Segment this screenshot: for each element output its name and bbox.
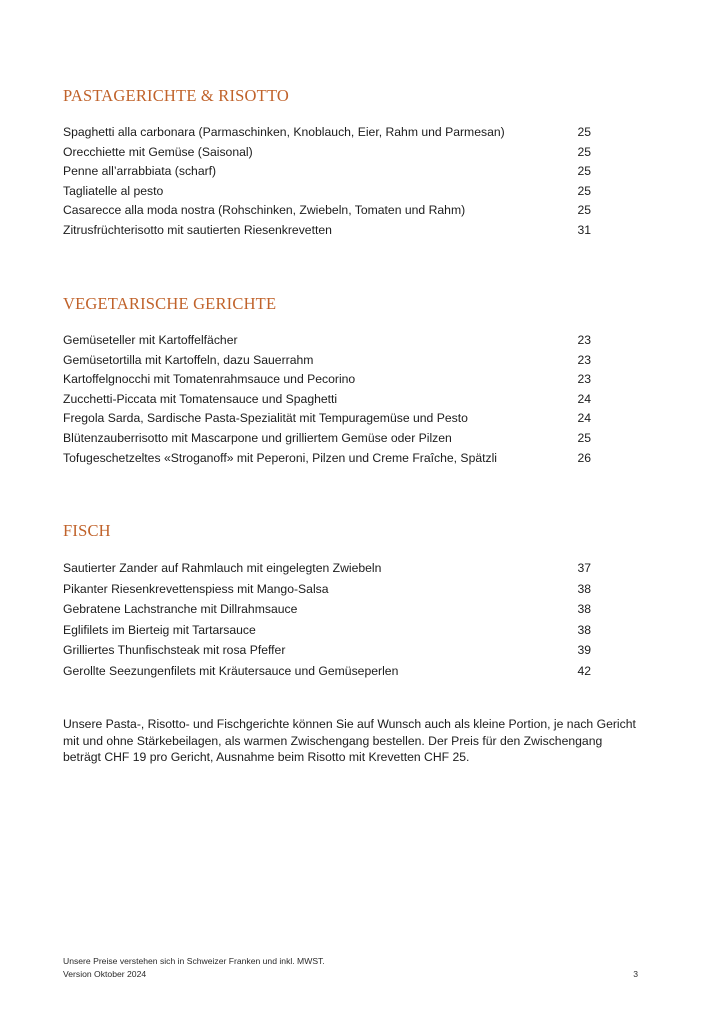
- menu-item: [63, 602, 591, 623]
- item-name: Penne all’arrabbiata (scharf): [63, 164, 217, 179]
- item-price: 23: [577, 333, 591, 347]
- menu-item: [63, 353, 591, 373]
- menu-item: [63, 203, 591, 223]
- menu-item: [63, 451, 591, 471]
- menu-item: [63, 392, 591, 412]
- item-name: Eglifilets im Bierteig mit Tartarsauce: [63, 622, 256, 637]
- menu-item: [63, 164, 591, 184]
- menu-item: [63, 125, 591, 145]
- menu-item: [63, 623, 591, 644]
- item-name: Tagliatelle al pesto: [63, 183, 164, 198]
- item-name: Pikanter Riesenkrevettenspiess mit Mango-Salsa: [63, 581, 329, 596]
- menu-item: [63, 184, 591, 204]
- item-price: 39: [577, 643, 591, 658]
- menu-item: [63, 411, 591, 431]
- item-name: Spaghetti alla carbonara (Parmaschinken, Knoblauch, Eier, Rahm und Parmesan): [63, 125, 505, 139]
- pasta-list: [63, 125, 591, 243]
- item-price: 37: [577, 561, 591, 575]
- item-price: 25: [577, 125, 591, 139]
- item-price: 25: [577, 144, 591, 159]
- item-name: Casarecce alla moda nostra (Rohschinken, Zwiebeln, Tomaten und Rahm): [63, 203, 466, 218]
- page-footer: [63, 955, 638, 980]
- item-name: Sautierter Zander auf Rahmlauch mit eingelegten Zwiebeln: [63, 561, 382, 575]
- menu-item: [63, 223, 591, 243]
- item-name: Zitrusfrüchterisotto mit sautierten Riesenkrevetten: [63, 222, 332, 237]
- footer-price-note: Unsere Preise verstehen sich in Schweizer Franken und inkl. MWST.: [63, 956, 325, 966]
- item-price: 26: [577, 450, 591, 465]
- vegetarian-list: [63, 333, 591, 470]
- item-name: Grilliertes Thunfischsteak mit rosa Pfeffer: [63, 643, 286, 658]
- item-price: 42: [577, 663, 591, 678]
- item-name: Orecchiette mit Gemüse (Saisonal): [63, 144, 253, 159]
- section-title-vegetarian: VEGETARISCHE GERICHTE: [63, 294, 277, 313]
- menu-item: [63, 643, 591, 664]
- item-price: 23: [577, 372, 591, 387]
- item-name: Gerollte Seezungenfilets mit Kräutersauce und Gemüseperlen: [63, 663, 399, 678]
- item-name: Gebratene Lachstranche mit Dillrahmsauce: [63, 602, 298, 617]
- portion-note: Unsere Pasta-, Risotto- und Fischgerichte können Sie auf Wunsch auch als kleine Portion, je nach Gericht mit und ohne Stärkebeilagen, als warmen Zwischengang bestellen. Der Preis für den Zwischengang beträgt CHF 19 pro Gericht, Ausnahme beim Risotto mit Krevetten CHF 25.: [63, 717, 636, 764]
- page-number: 3: [633, 968, 638, 979]
- menu-item: [63, 664, 591, 685]
- item-price: 25: [577, 164, 591, 179]
- item-price: 38: [577, 602, 591, 617]
- menu-item: [63, 431, 591, 451]
- item-price: 25: [577, 203, 591, 218]
- menu-item: [63, 333, 591, 353]
- fish-list: [63, 561, 591, 685]
- menu-item: [63, 582, 591, 603]
- item-name: Zucchetti-Piccata mit Tomatensauce und Spaghetti: [63, 391, 338, 406]
- item-price: 25: [577, 430, 591, 445]
- item-name: Gemüsetortilla mit Kartoffeln, dazu Sauerrahm: [63, 352, 314, 367]
- footer-version: Version Oktober 2024: [63, 968, 147, 979]
- menu-item: [63, 561, 591, 582]
- item-price: 31: [577, 222, 591, 237]
- item-name: Kartoffelgnocchi mit Tomatenrahmsauce und Pecorino: [63, 372, 356, 387]
- item-name: Blütenzauberrisotto mit Mascarpone und grilliertem Gemüse oder Pilzen: [63, 430, 452, 445]
- item-price: 25: [577, 183, 591, 198]
- menu-item: [63, 372, 591, 392]
- section-title-fish: FISCH: [63, 521, 111, 540]
- item-name: Tofugeschetzeltes «Stroganoff» mit Peperoni, Pilzen und Creme Fraîche, Spätzli: [63, 450, 498, 465]
- item-price: 24: [577, 391, 591, 406]
- item-price: 23: [577, 352, 591, 367]
- item-name: Fregola Sarda, Sardische Pasta-Spezialität mit Tempuragemüse und Pesto: [63, 411, 468, 426]
- menu-item: [63, 145, 591, 165]
- item-name: Gemüseteller mit Kartoffelfächer: [63, 333, 238, 347]
- section-title-pasta: PASTAGERICHTE & RISOTTO: [63, 86, 290, 105]
- item-price: 38: [577, 581, 591, 596]
- item-price: 38: [577, 622, 591, 637]
- item-price: 24: [577, 411, 591, 426]
